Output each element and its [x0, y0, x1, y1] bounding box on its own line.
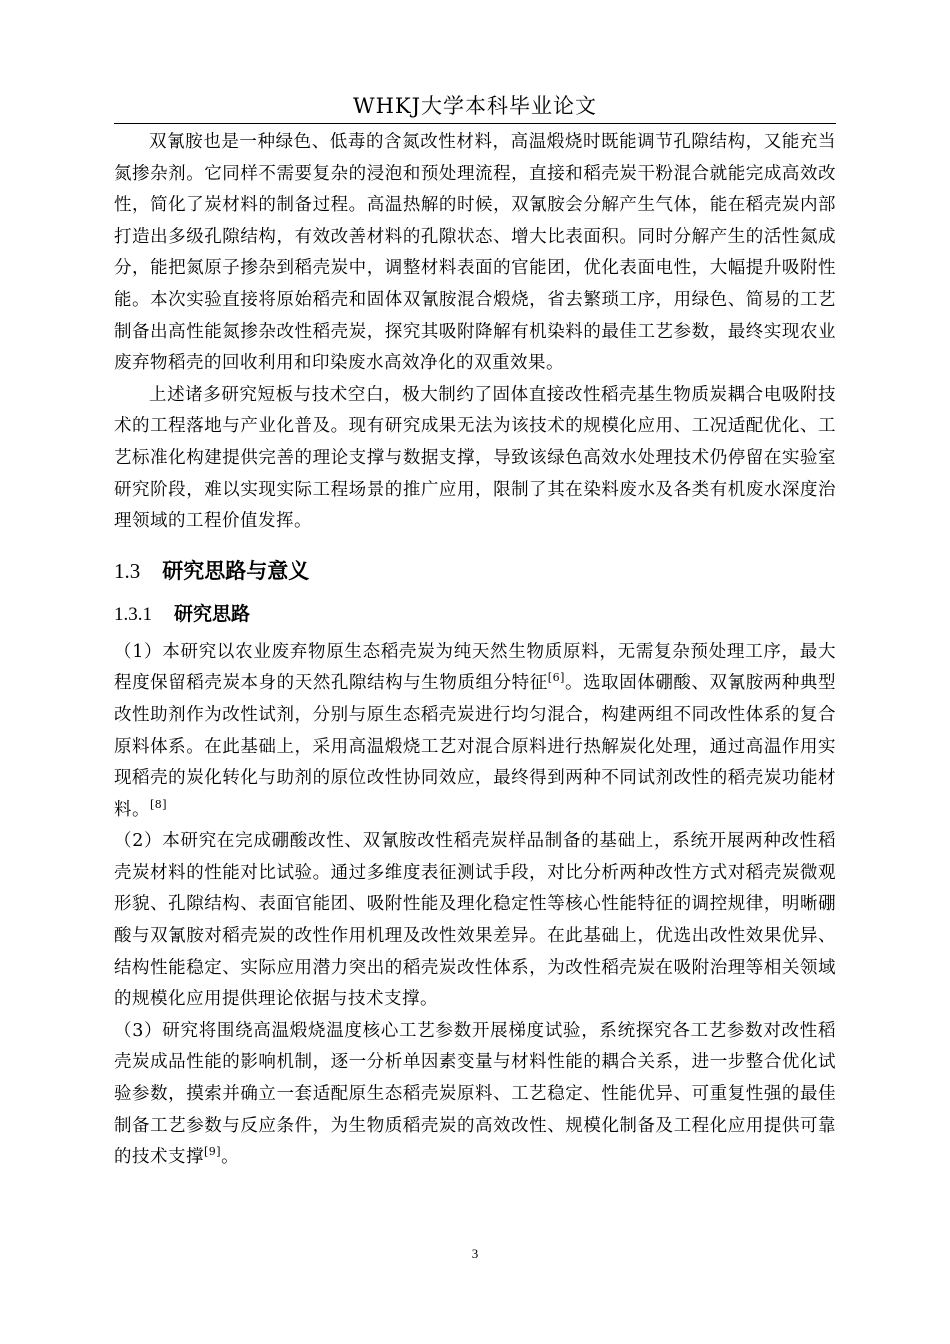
page-number: 3 [471, 1246, 479, 1261]
citation-9: [9] [204, 1145, 222, 1159]
list-item-1 [114, 637, 836, 827]
section-heading [114, 556, 836, 586]
paragraph-dicyandiamide: 双氰胺也是一种绿色、低毒的含氮改性材料，高温煅烧时既能调节孔隙结构，又能充当氮掺杂剂。它同样不需要复杂的浸泡和预处理流程，直接和稻壳炭干粉混合就能完成高效改性，简化了炭材料的制备过程。高温热解的时候，双氰胺会分解产生气体，能在稻壳炭内部打造出多级孔隙结构，有效改善材料的孔隙状态、增大比表面积。同时分解产生的活性氮成分，能把氮原子掺杂到稻壳炭中，调整材料表面的官能团，优化表面电性，大幅提升吸附性能。本次实验直接将原始稻壳和固体双氰胺混合煅烧，省去繁琐工序，用绿色、简易的工艺制备出高性能氮掺杂改性稻壳炭，探究其吸附降解有机染料的最佳工艺参数，最终实现农业废弃物稻壳的回收利用和印染废水高效净化的双重效果。 [114, 132, 836, 374]
subsection-number: 1.3.1 [114, 603, 152, 625]
subsection-heading [114, 600, 836, 629]
section-title: 研究思路与意义 [162, 558, 310, 583]
header-rule [114, 123, 836, 124]
item-1-text: （1）本研究以农业废弃物原生态稻壳炭为纯天然生物质原料，无需复杂预处理工序，最大程度保留稻壳炭本身的天然孔隙结构与生物质组分特征 [114, 641, 836, 694]
list-item-2: （2）本研究在完成硼酸改性、双氰胺改性稻壳炭样品制备的基础上，系统开展两种改性稻壳炭材料的性能对比试验。通过多维度表征测试手段，对比分析两种改性方式对稻壳炭微观形貌、孔隙结构、表面官能团、吸附性能及理化稳定性等核心性能特征的调控规律，明晰硼酸与双氰胺对稻壳炭的改性作用机理及改性效果差异。在此基础上，优选出改性效果优异、结构性能稳定、实际应用潜力突出的稻壳炭改性体系，为改性稻壳炭在吸附治理等相关领域的规模化应用提供理论依据与技术支撑。 [114, 831, 836, 1010]
citation-6: [6] [547, 671, 565, 685]
paragraph-research-gaps: 上述诸多研究短板与技术空白，极大制约了固体直接改性稻壳基生物质炭耦合电吸附技术的工程落地与产业化普及。现有研究成果无法为该技术的规模化应用、工况适配优化、工艺标准化构建提供完善的理论支撑与数据支撑，导致该绿色高效水处理技术仍停留在实验室研究阶段，难以实现实际工程场景的推广应用，限制了其在染料废水及各类有机废水深度治理领域的工程价值发挥。 [114, 384, 836, 532]
item-3-text: （3）研究将围绕高温煅烧温度核心工艺参数开展梯度试验，系统探究各工艺参数对改性稻壳炭成品性能的影响机制，逐一分析单因素变量与材料性能的耦合关系，进一步整合优化试验参数，摸索并确立一套适配原生态稻壳炭原料、工艺稳定、性能优异、可重复性强的最佳制备工艺参数与反应条件，为生物质稻壳炭的高效改性、规模化制备及工程化应用提供可靠的技术支撑 [114, 1020, 836, 1168]
subsection-title: 研究思路 [174, 602, 251, 625]
item-3-end: 。 [221, 1147, 240, 1168]
list-item-3 [114, 1016, 836, 1174]
running-header: WHKJ大学本科毕业论文 [352, 94, 597, 118]
item-1-text-continued: 。选取固体硼酸、双氰胺两种典型改性助剂作为改性试剂，分别与原生态稻壳炭进行均匀混合，构建两组不同改性体系的复合原料体系。在此基础上，采用高温煅烧工艺对混合原料进行热解炭化处理，通过高温作用实现稻壳的炭化转化与助剂的原位改性协同效应，最终得到两种不同试剂改性的稻壳炭功能材料。 [114, 673, 837, 820]
section-number: 1.3 [114, 558, 141, 583]
page-body [114, 127, 836, 1174]
citation-8: [8] [150, 797, 168, 811]
